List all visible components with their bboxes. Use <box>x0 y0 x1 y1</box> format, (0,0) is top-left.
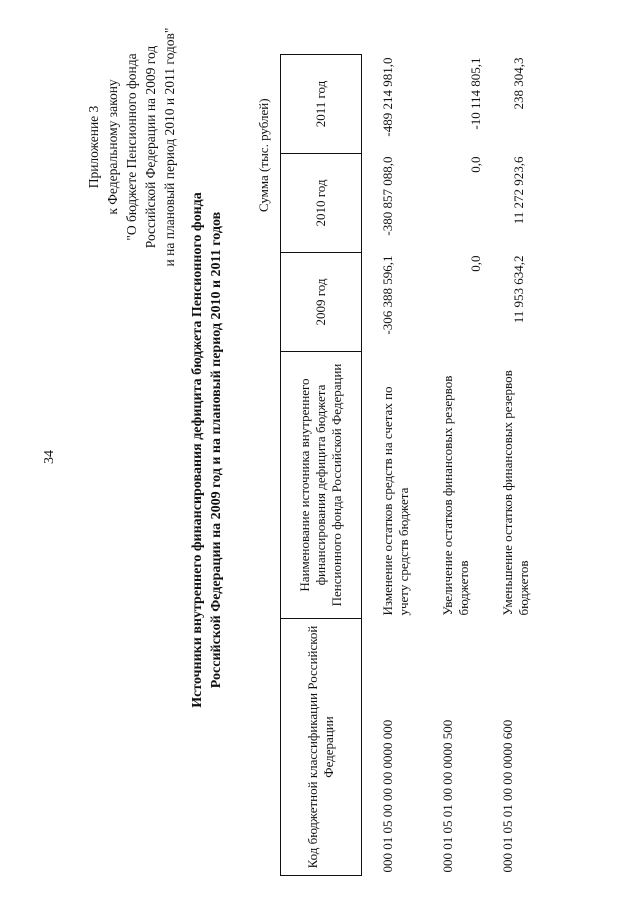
annex-line: и на плановый период 2010 и 2011 годов" <box>162 27 177 267</box>
title-line: Российской Федерации на 2009 год и на плановый период 2010 и 2011 годов <box>209 211 224 689</box>
annex-line: к Федеральному закону <box>105 79 120 215</box>
annex-heading <box>84 2 179 292</box>
annex-line: Российской Федерации на 2009 год <box>143 45 158 249</box>
row-code: 000 01 05 01 00 00 0000 600 <box>500 719 515 873</box>
table-row <box>424 55 486 876</box>
row-value-2009: 11 953 634,2 <box>511 255 526 324</box>
page-number: 34 <box>42 450 57 464</box>
header-2010: 2010 год <box>281 154 362 253</box>
row-code: 000 01 05 00 00 00 0000 000 <box>380 719 395 873</box>
annex-line: Приложение 3 <box>86 105 101 189</box>
title-line: Источники внутреннего финансирования дефицита бюджета Пенсионного фонда <box>190 192 205 708</box>
header-name: Наименование источника внутреннего финансирования дефицита бюджета Пенсионного фонда Российской Федерации <box>281 352 362 619</box>
row-value-2009: 0,0 <box>468 255 483 272</box>
header-2011: 2011 год <box>281 55 362 154</box>
row-value-2010: 11 272 923,6 <box>511 156 526 225</box>
table-row <box>362 55 425 876</box>
row-value-2010: -380 857 088,0 <box>380 156 395 236</box>
row-code: 000 01 05 01 00 00 0000 500 <box>440 719 455 873</box>
annex-line: "О бюджете Пенсионного фонда <box>124 53 139 241</box>
row-value-2009: -306 388 596,1 <box>380 255 395 335</box>
table-row <box>486 55 542 876</box>
row-value-2010: 0,0 <box>468 156 483 173</box>
header-code: Код бюджетной классификации Российской Федерации <box>281 619 362 876</box>
table-header-row <box>281 55 362 876</box>
row-name: Изменение остатков средств на счетах по учету средств бюджета <box>380 386 411 616</box>
row-value-2011: 238 304,3 <box>511 57 526 110</box>
row-name: Уменьшение остатков финансовых резервов бюджетов <box>500 370 531 616</box>
row-name: Увеличение остатков финансовых резервов бюджетов <box>440 375 471 616</box>
financing-sources-table <box>280 54 542 876</box>
header-2009: 2009 год <box>281 253 362 352</box>
row-value-2011: -489 214 981,0 <box>380 57 395 137</box>
document-title <box>188 40 226 860</box>
units-caption: Сумма (тыс. рублей) <box>256 98 271 212</box>
row-value-2011: -10 114 805,1 <box>468 57 483 130</box>
